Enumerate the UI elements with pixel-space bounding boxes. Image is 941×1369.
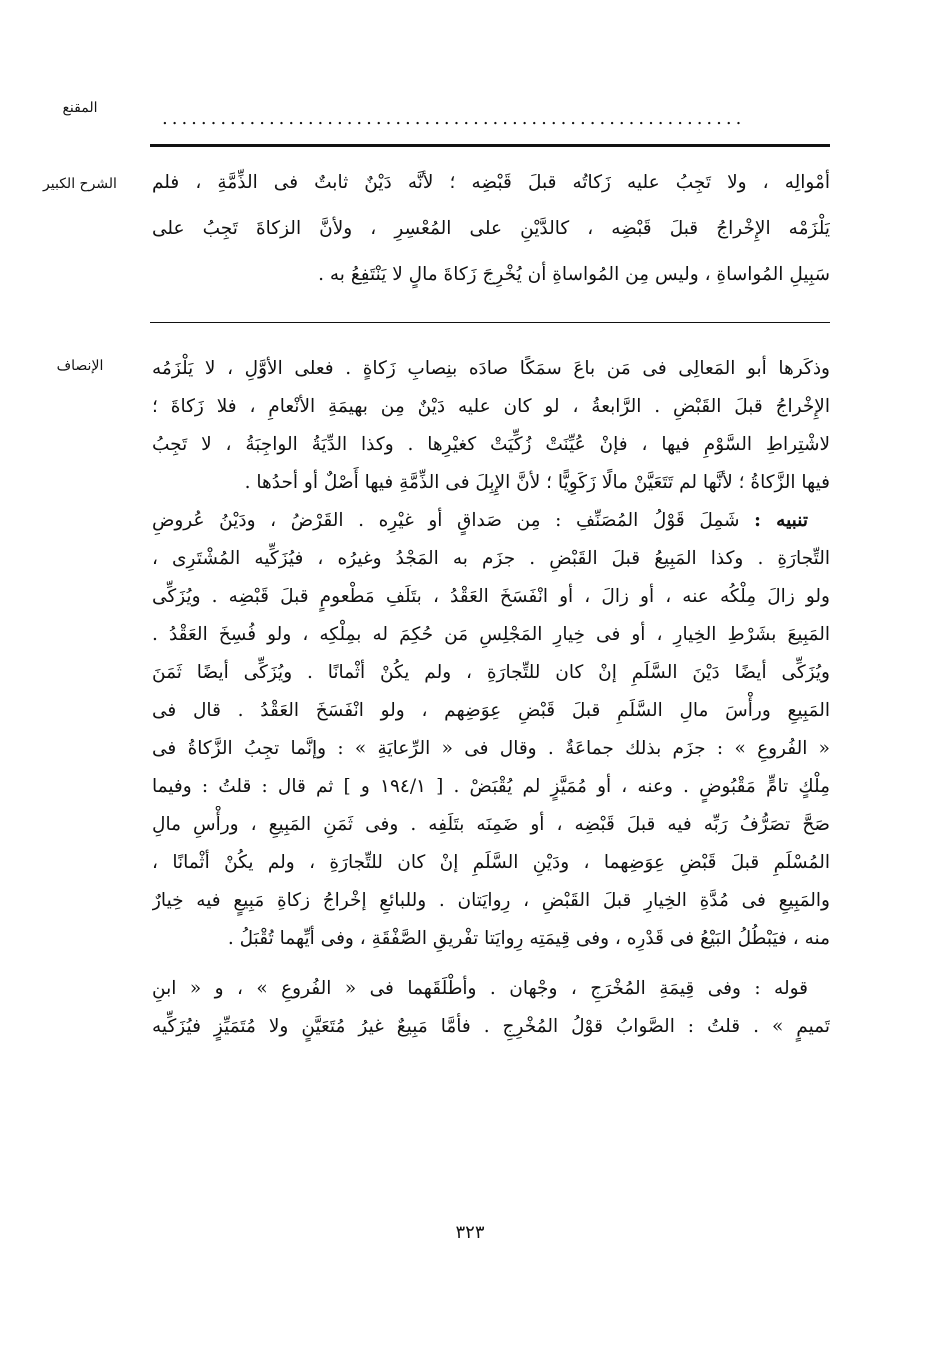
insaf-line: فيها الزَّكاةُ ؛ لأنَّها لم تَتَعَيَّنْ مالًا زَكَوِيًّا ؛ لأنَّ الإِبِلَ فى الذِّمَّةِ فيها أَصْلٌ أو أحدُها .: [244, 472, 830, 493]
header-rule: [150, 144, 830, 147]
insaf-line: الإِخْراجُ قبلَ القَبْضِ . الرَّابعةُ ، لو كان عليه دَيْنٌ مِن بهيمَةِ الأنْعامِ ، فلا زَكاةَ ؛: [152, 396, 830, 417]
insaf-line: والمَبِيعِ فى مُدَّةِ الخِيارِ قبلَ القَبْضِ ، رِوايَتان . وللبائعِ إخْراجُ زكاةِ مَبِيعٍ فيه خِيارٌ: [152, 890, 830, 911]
insaf-line: مِلْكٍ تامٍّ مَقْبُوضٍ . وعنه ، أو مُمَيَّزٍ لم يُقْبَضْ . [ ١٩٤/١ و ] ثم قال : قلتُ : وفيما: [152, 776, 830, 797]
insaf-line: « الفُروعِ » : جزَم بذلك جماعَةٌ . وقال فى « الرِّعايَةِ » : وإنَّما تجِبُ الزَّكاةُ فى: [152, 738, 830, 759]
sharh-line: يَلْزَمْه الإِخْراجُ قبلَ قَبْضِه ، كالدَّيْنِ على المُعْسِرِ ، ولأنَّ الزكاةَ تَجِبُ على: [152, 218, 830, 239]
insaf-line: ولو زالَ مِلْكُه عنه ، أو زالَ ، أو انْفَسَخَ العَقْدُ ، بتَلَفِ مَطْعومٍ قبلَ قَبْضِه . ويُزَكِّى: [152, 586, 830, 607]
insaf-line: صَحَّ تصَرُّفُ رَبِّه فيه قبلَ قَبْضِه ، أو ضَمِنَه بتَلَفِه . وفى ثَمَنِ المَبِيعِ ، ورأْسِ مالِ: [152, 814, 830, 835]
insaf-line: تَميمٍ » . قلتُ : الصَّوابُ قوْلُ المُخْرِجِ . فأمَّا مَبِيعٌ غيرُ مُتَعَيَّنٍ ولا مُتَمَيِّزٍ فيُزَكِّيه: [152, 1016, 830, 1037]
tanbih-text: شَمِلَ قَوْلُ المُصَنِّفِ : مِن صَداقٍ أو غيْرِه . القَرْضُ ، ودَيْنُ عُروضِ: [152, 510, 755, 531]
tanbih-label: تنبيه :: [754, 510, 808, 531]
insaf-line: المَبِيعِ ورأْسَ مالِ السَّلَمِ قبلَ قَبْضِ عِوَضِهم ، ولو انْفَسَخَ العَقْدُ . قال فى: [152, 700, 830, 721]
page-number: ٣٢٣: [455, 1222, 485, 1243]
insaf-line: منه ، فيَبْطُلُ البَيْعُ فى قَدْرِه ، وفى قِيمَتِه رِوايَتا تفْريقِ الصَّفْقَةِ ، وفى أيِّهما تُقْبَلُ .: [227, 928, 830, 949]
insaf-line: لاشْتِراطِ السَّوْمِ فيها ، فإنْ عُيِّنَتْ زُكِّيَتْ كغيْرِها . وكذا الدِّيَةُ الواجِبَةُ ، لا تَجِبُ: [152, 434, 830, 455]
insaf-line: المَبِيعَ بشَرْطِ الخِيارِ ، أو فى خِيارِ المَجْلِسِ مَن حُكِمَ له بمِلْكِه ، ولو فُسِخَ العَقْدُ .: [152, 624, 830, 645]
book-title-label: المقنع: [62, 100, 98, 116]
tanbih-line: [152, 502, 830, 540]
header-dotted-line: ............................................................: [162, 108, 746, 129]
insaf-line: قوله : وفى قِيمَةِ المُخْرَجِ ، وجْهان . وأطْلَقَهما فى « الفُروعِ » ، و « ابنِ: [152, 978, 808, 999]
sharh-line: أمْوالِه ، ولا تَجِبُ عليه زَكاتُه قبلَ قَبْضِه ؛ لأنَّه دَيْنٌ ثابتٌ فى الذِّمَّةِ ، فلم: [152, 172, 830, 193]
insaf-line: التِّجارَةِ . وكذا المَبِيعُ قبلَ القَبْضِ . جزَم به المَجْدُ وغيرُه ، فيُزَكِّيه المُشْتَرِى ،: [152, 548, 830, 569]
insaf-text-block: [152, 350, 830, 1046]
sharh-line: سَبِيلِ المُواساةِ ، وليس مِن المُواساةِ أن يُخْرِجَ زَكاةَ مالٍ لا يَنْتَفِعُ به .: [318, 264, 830, 285]
sharh-section-label: الشرح الكبير: [43, 176, 117, 192]
insaf-section-label: الإنصاف: [56, 358, 104, 374]
insaf-line: وذكَرها أبو المَعالِى فى مَن باعَ سمَكًا صادَه بنِصابِ زَكاةٍ . فعلى الأوَّلِ ، لا يَلْزَمُه: [152, 358, 830, 379]
insaf-line: المُسْلَمِ قبلَ قَبْضِ عِوَضِهما ، ودَيْنِ السَّلَمِ إنْ كان للتِّجارَةِ ، ولم يكُنْ أثْمانًا ،: [152, 852, 830, 873]
sharh-text-block: [152, 164, 830, 294]
insaf-line: ويُزَكِّى أيضًا دَيْنَ السَّلَمِ إنْ كان للتِّجارَةِ ، ولم يكُنْ أثْمانًا . ويُزَكِّى أيضًا ثَمَنَ: [152, 662, 830, 683]
section-divider-rule: [150, 322, 830, 323]
